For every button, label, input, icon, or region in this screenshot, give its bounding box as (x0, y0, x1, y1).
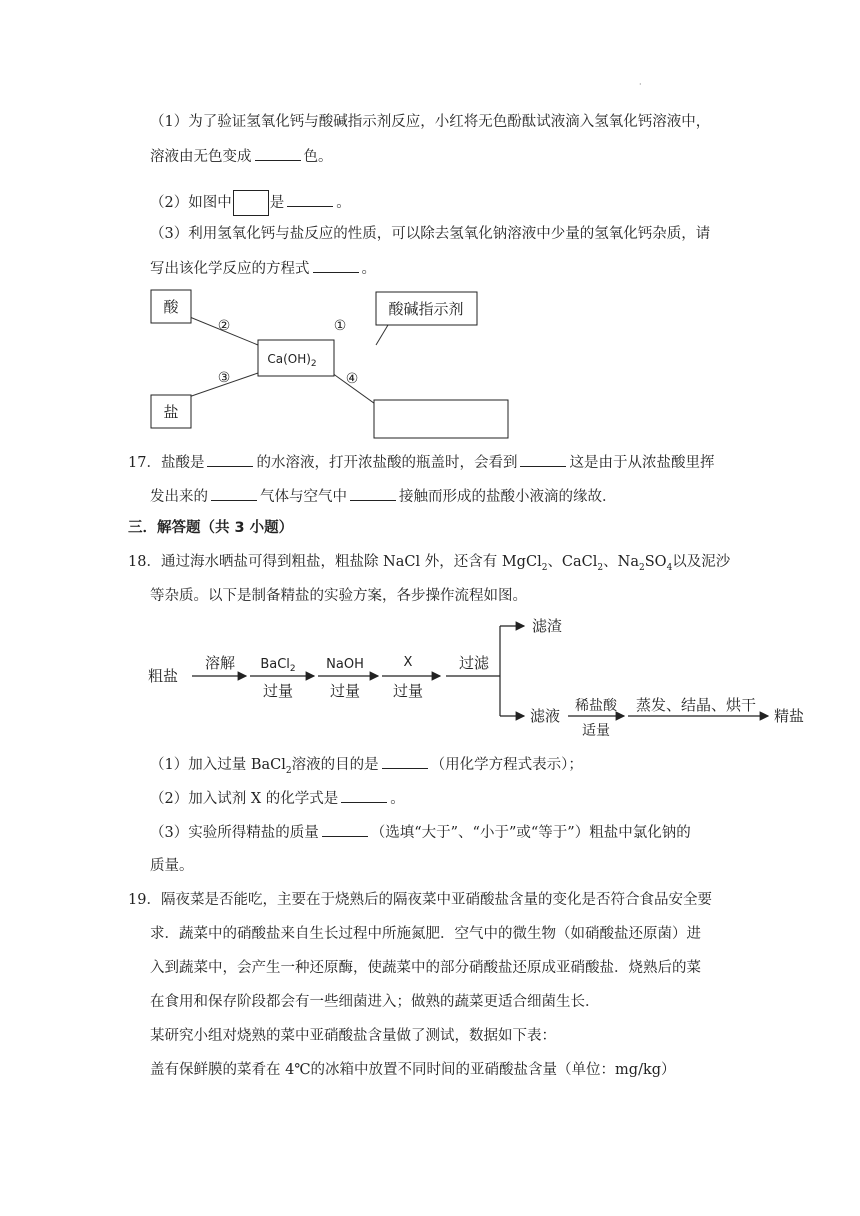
q18-sub3-line1: （3）实验所得精盐的质量 （选填“大于”、“小于”或“等于”）粗盐中氯化钠的 (150, 822, 691, 843)
q18-line1: 18．通过海水晒盐可得到粗盐，粗盐除 NaCl 外，还含有 MgCl$_2$、CaCl$_2$、$Na_2SO_4$以及泥沙 (128, 554, 731, 573)
caoh2-property-diagram (140, 285, 520, 445)
q19-line3: 入到蔬菜中，会产生一种还原酶，使蔬菜中的部分硝酸盐还原成亚硝酸盐．烧熟后的菜 (150, 960, 701, 976)
q18-sub3-line2: 质量。 (150, 858, 194, 874)
label-circle-1: ① (333, 318, 347, 334)
empty-box (374, 400, 508, 438)
flow-excess-1: 过量 (262, 682, 294, 700)
q18-line2: 等杂质。以下是制备精盐的实验方案，各步操作流程如图。 (150, 588, 527, 604)
label-circle-3: ③ (217, 370, 231, 386)
answer-blank[interactable] (322, 822, 368, 837)
diagram-box-reference (233, 190, 269, 216)
q17-line1: 17．盐酸是 的水溶液，打开浓盐酸的瓶盖时，会看到 这是由于从浓盐酸里挥 (128, 452, 714, 473)
q18-sub2: （2）加入试剂 X 的化学式是 。 (150, 788, 405, 809)
label-circle-4: ④ (345, 371, 359, 387)
acid-label: 酸 (163, 298, 179, 316)
label-circle-2: ② (217, 318, 231, 334)
q17-line2: 发出来的 气体与空气中 接触而形成的盐酸小液滴的缘故． (150, 486, 617, 507)
q16-part2: （2）如图中 是 。 (150, 190, 351, 216)
answer-blank[interactable] (207, 452, 253, 467)
q18-sub1: （1）加入过量 BaCl$_2$溶液的目的是 （用化学方程式表示）； (150, 754, 583, 781)
corner-mark: · (639, 80, 642, 89)
flow-evaporate: 蒸发、结晶、烘干 (635, 696, 757, 714)
flow-residue: 滤渣 (532, 617, 563, 635)
answer-blank[interactable] (287, 192, 333, 207)
flow-naoh: NaOH (326, 657, 364, 672)
q16-part1-line1: （1）为了验证氢氧化钙与酸碱指示剂反应，小红将无色酚酞试液滴入氢氧化钙溶液中， (150, 114, 711, 130)
flow-dissolve: 溶解 (204, 654, 236, 672)
answer-blank[interactable] (350, 486, 396, 501)
answer-blank[interactable] (211, 486, 257, 501)
q16-part1-line2: 溶液由无色变成 色。 (150, 146, 333, 167)
answer-blank[interactable] (255, 146, 301, 161)
flow-filter: 过滤 (458, 654, 490, 672)
q19-line1: 19．隔夜菜是否能吃，主要在于烧熟后的隔夜菜中亚硝酸盐含量的变化是否符合食品安全要 (128, 892, 712, 908)
q19-line6: 盖有保鲜膜的菜肴在 4℃的冰箱中放置不同时间的亚硝酸盐含量（单位：mg/kg） (150, 1062, 676, 1078)
q16-part3-line1: （3）利用氢氧化钙与盐反应的性质，可以除去氢氧化钠溶液中少量的氢氧化钙杂质，请 (150, 226, 711, 242)
indicator-label: 酸碱指示剂 (388, 300, 464, 318)
answer-blank[interactable] (520, 452, 566, 467)
flow-excess-2: 过量 (329, 682, 361, 700)
answer-blank[interactable] (313, 258, 359, 273)
section-title: 三．解答题（共 3 小题） (128, 520, 294, 536)
refining-flow-chart (140, 610, 820, 742)
flow-bacl2: BaCl$_2$ (260, 657, 296, 674)
q19-line5: 某研究小组对烧熟的菜中亚硝酸盐含量做了测试，数据如下表： (150, 1028, 556, 1044)
flow-appropriate: 适量 (582, 723, 610, 739)
q16-part3-line2: 写出该化学反应的方程式 。 (150, 258, 376, 279)
q19-line4: 在食用和保存阶段都会有一些细菌进入；做熟的蔬菜更适合细菌生长． (150, 994, 600, 1010)
answer-blank[interactable] (382, 754, 428, 769)
flow-crude-salt: 粗盐 (148, 667, 179, 685)
flow-filtrate: 滤液 (530, 707, 561, 725)
center-label: $Ca(OH)_2$ (267, 352, 317, 369)
q19-line2: 求．蔬菜中的硝酸盐来自生长过程中所施氮肥．空气中的微生物（如硝酸盐还原菌）进 (150, 926, 701, 942)
flow-refined-salt: 精盐 (774, 707, 805, 725)
flow-excess-3: 过量 (392, 682, 424, 700)
answer-blank[interactable] (341, 788, 387, 803)
salt-label: 盐 (163, 403, 179, 421)
flow-dilute-hcl: 稀盐酸 (575, 698, 617, 714)
flow-reagent-x: X (403, 655, 413, 670)
